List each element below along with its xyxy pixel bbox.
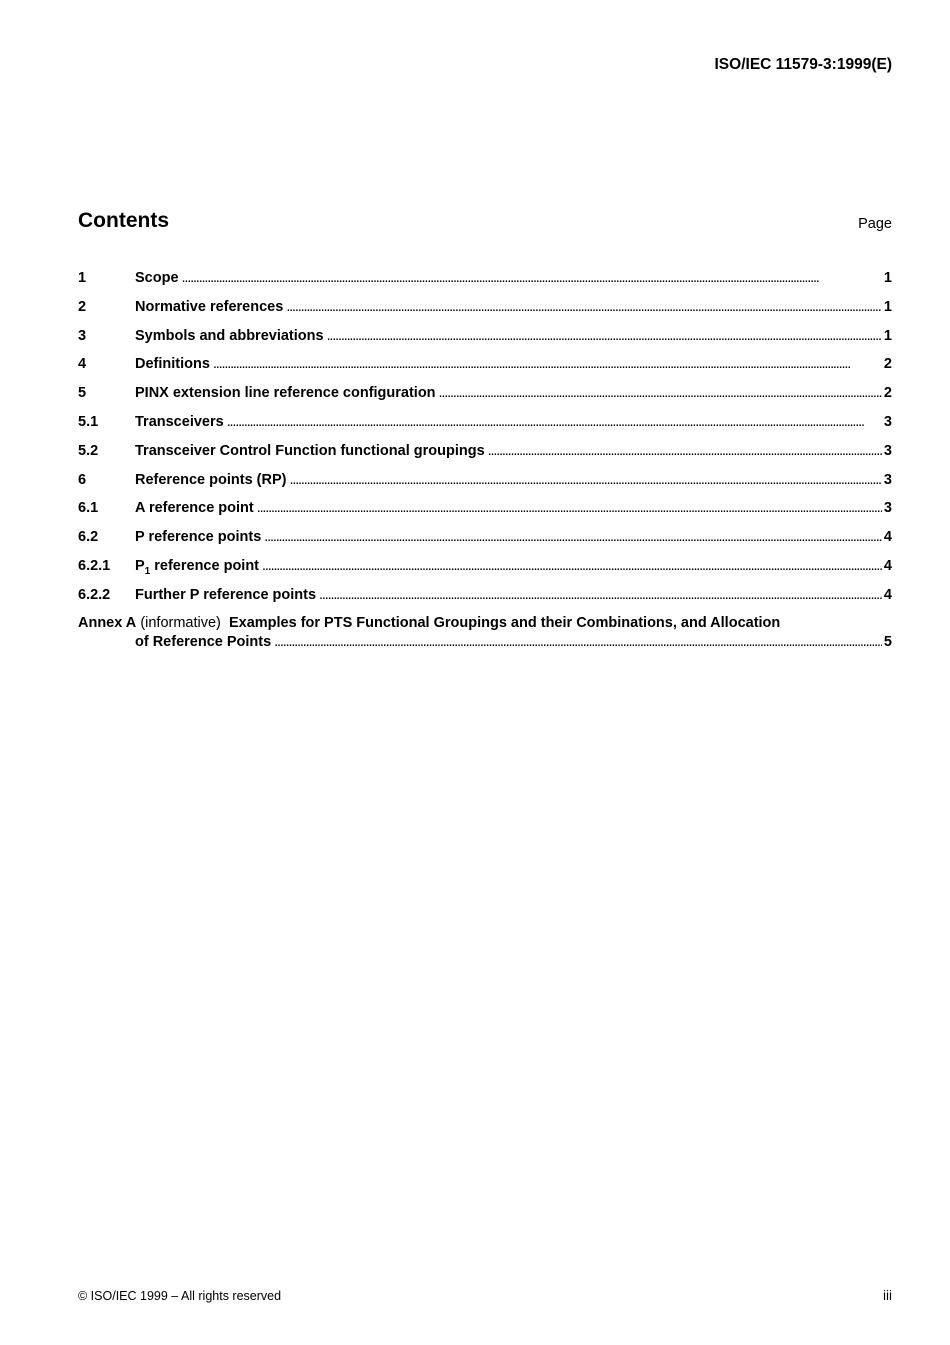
toc-entry-page: 4 — [883, 529, 892, 546]
toc-entry-number: 6.2.1 — [78, 557, 111, 574]
toc-entry-page: 2 — [883, 385, 892, 402]
dot-leader — [227, 412, 882, 432]
toc-entry-page: 3 — [883, 442, 892, 459]
dot-leader — [327, 326, 882, 346]
toc-entry-title: Reference points (RP) — [135, 471, 287, 488]
toc-entry-number: 6.2.2 — [78, 586, 111, 603]
annex-label: Annex A — [78, 614, 137, 631]
toc-entry-6[interactable] — [78, 470, 892, 499]
dot-leader — [439, 383, 882, 403]
toc-entry-title-suffix: reference point — [150, 557, 260, 574]
toc-entry-number: 1 — [78, 270, 87, 286]
toc-entry-number: 4 — [78, 356, 87, 373]
subscript: 1 — [144, 565, 151, 577]
dot-leader — [319, 585, 882, 605]
dot-leader — [264, 527, 882, 547]
toc-entry-page: 5 — [883, 633, 892, 650]
toc-entry-page: 1 — [883, 327, 892, 344]
toc-entry-number: 5 — [78, 385, 87, 402]
dot-leader — [257, 498, 882, 518]
toc-entry-title: Scope — [135, 270, 179, 286]
table-of-contents — [78, 268, 892, 652]
toc-entry-title: Normative references — [135, 298, 284, 315]
toc-entry-6-2[interactable] — [78, 527, 892, 556]
annex-title-line2: of Reference Points — [135, 633, 272, 650]
toc-entry-title: P reference points — [135, 529, 262, 546]
toc-entry-title-prefix: P — [135, 557, 145, 574]
annex-title-line1: Examples for PTS Functional Groupings and their Combinations, and Allocation — [228, 614, 781, 631]
toc-entry-1[interactable] — [78, 268, 892, 297]
toc-entry-page: 1 — [883, 270, 892, 286]
dot-leader — [182, 268, 882, 288]
toc-entry-title: Further P reference points — [135, 586, 317, 603]
toc-entry-title: A reference point — [135, 500, 254, 517]
toc-entry-number: 6.2 — [78, 529, 99, 546]
dot-leader — [488, 441, 882, 461]
toc-entry-5-2[interactable] — [78, 441, 892, 470]
annex-heading-line — [78, 614, 892, 633]
toc-entry-page: 4 — [883, 557, 892, 574]
copyright-notice: © ISO/IEC 1999 – All rights reserved — [78, 1289, 282, 1303]
toc-entry-6-1[interactable] — [78, 498, 892, 527]
dot-leader — [286, 297, 882, 317]
contents-heading: Contents — [78, 209, 169, 232]
toc-entry-5-1[interactable] — [78, 412, 892, 441]
annex-continuation-line — [78, 633, 892, 652]
toc-entry-title — [135, 556, 259, 582]
toc-entry-number: 5.1 — [78, 413, 99, 430]
toc-entry-title: Transceiver Control Function functional groupings — [135, 442, 485, 459]
toc-entry-title: Symbols and abbreviations — [135, 327, 324, 344]
toc-entry-number: 3 — [78, 327, 87, 344]
toc-entry-title: Transceivers — [135, 413, 224, 430]
toc-entry-title: Definitions — [135, 356, 210, 373]
toc-entry-page: 3 — [883, 500, 892, 517]
toc-entry-3[interactable] — [78, 326, 892, 355]
dot-leader — [262, 556, 882, 576]
annex-type: (informative) — [140, 614, 221, 631]
toc-entry-number: 2 — [78, 298, 87, 315]
toc-entry-title: PINX extension line reference configuration — [135, 385, 436, 402]
document-id-header: ISO/IEC 11579-3:1999(E) — [714, 56, 892, 73]
page-column-label: Page — [858, 216, 892, 232]
toc-entry-annex-a[interactable] — [78, 614, 892, 652]
dot-leader — [213, 354, 882, 374]
toc-entry-6-2-1[interactable] — [78, 556, 892, 585]
toc-entry-number: 5.2 — [78, 442, 99, 459]
toc-entry-number: 6 — [78, 471, 87, 488]
toc-entry-4[interactable] — [78, 354, 892, 383]
dot-leader — [289, 470, 881, 490]
dot-leader — [274, 633, 882, 652]
toc-entry-page: 2 — [883, 356, 892, 373]
toc-entry-number: 6.1 — [78, 500, 99, 517]
toc-entry-page: 4 — [883, 586, 892, 603]
toc-entry-6-2-2[interactable] — [78, 585, 892, 614]
toc-entry-5[interactable] — [78, 383, 892, 412]
toc-entry-page: 3 — [883, 413, 892, 430]
toc-entry-page: 3 — [883, 471, 892, 488]
page-number: iii — [883, 1288, 892, 1303]
toc-entry-2[interactable] — [78, 297, 892, 326]
toc-entry-page: 1 — [883, 298, 892, 315]
